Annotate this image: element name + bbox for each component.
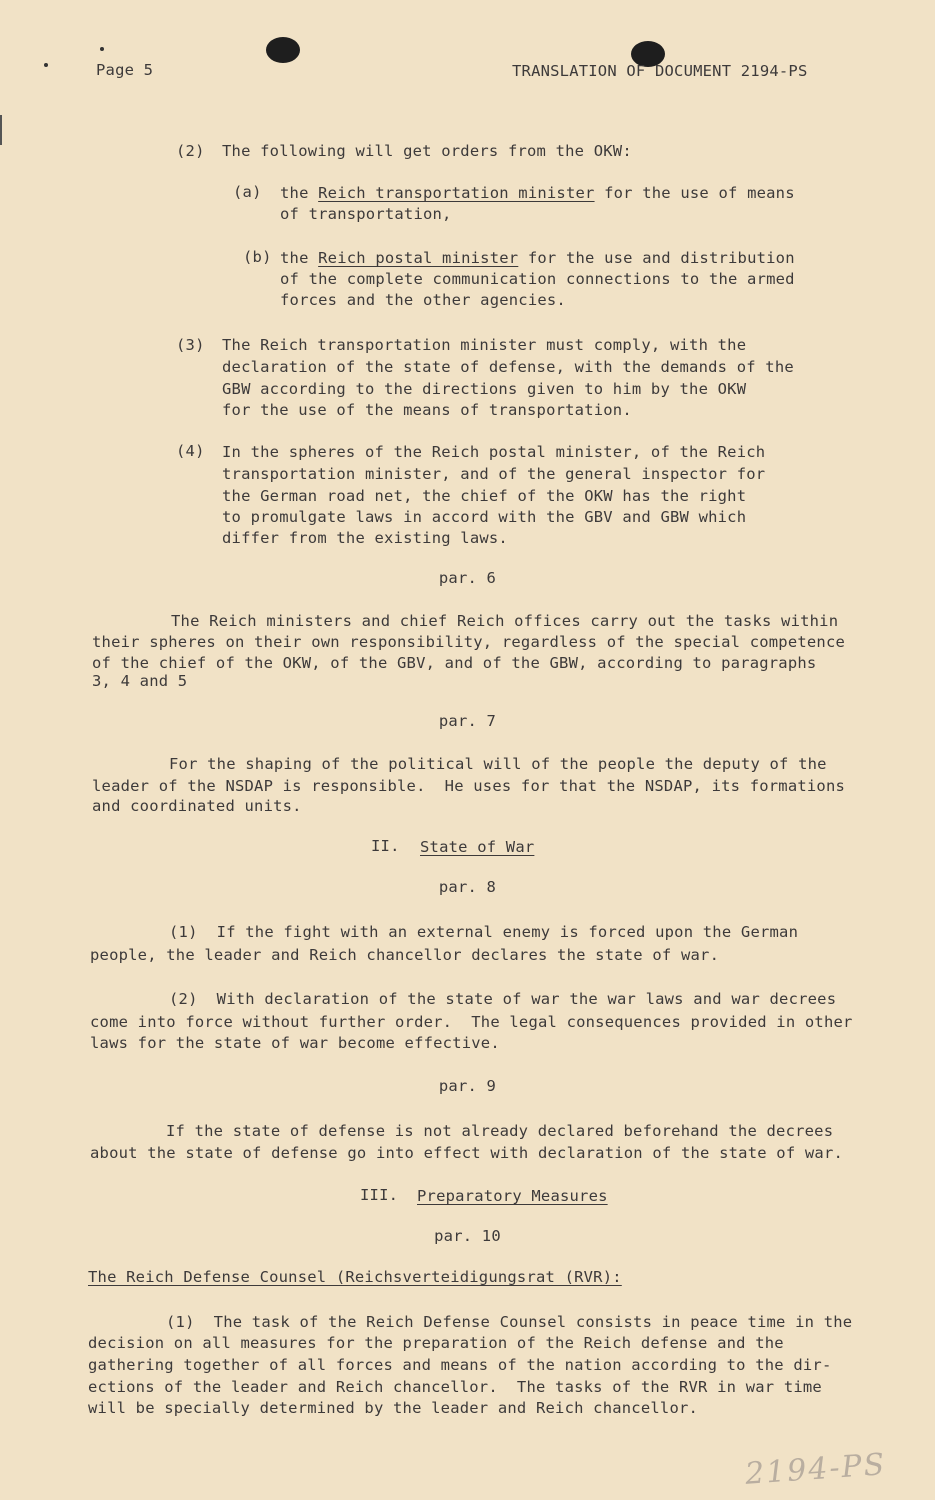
- paragraph-heading: par. 9: [438, 1077, 497, 1095]
- paragraph-number: (2): [176, 142, 205, 160]
- paragraph-line: decision on all measures for the preparation of the Reich defense and the: [88, 1334, 784, 1352]
- paragraph-line: The Reich transportation minister must comply, with the: [222, 336, 747, 354]
- punch-hole: [266, 37, 300, 63]
- section-title: State of War: [420, 838, 535, 856]
- paragraph-heading: par. 10: [434, 1227, 501, 1245]
- paragraph-line: of the chief of the OKW, of the GBV, and of the GBW, according to paragraphs: [92, 654, 817, 672]
- paragraph-line: transportation minister, and of the general inspector for: [222, 465, 766, 483]
- document-title: TRANSLATION OF DOCUMENT 2194-PS: [512, 62, 808, 80]
- paragraph-line: come into force without further order. The legal consequences provided in other: [90, 1013, 853, 1031]
- ink-dot: [100, 47, 104, 51]
- paragraph-line: gathering together of all forces and means of the nation according to the dir-: [88, 1356, 832, 1374]
- paragraph-heading: par. 7: [438, 712, 497, 730]
- paragraph-line: (1) The task of the Reich Defense Counsel consists in peace time in the: [166, 1313, 853, 1331]
- item-marker: (a): [233, 183, 262, 201]
- paragraph-line: ections of the leader and Reich chancellor. The tasks of the RVR in war time: [88, 1378, 822, 1396]
- paragraph-line: people, the leader and Reich chancellor declares the state of war.: [90, 946, 720, 964]
- item-text-line: forces and the other agencies.: [280, 291, 566, 309]
- section-number: III.: [360, 1186, 399, 1204]
- paragraph-heading: par. 6: [438, 569, 497, 587]
- item-text: the Reich postal minister for the use and distribution: [280, 249, 795, 267]
- paragraph-line: differ from the existing laws.: [222, 529, 508, 547]
- paragraph-line: For the shaping of the political will of the people the deputy of the: [169, 755, 827, 773]
- paragraph-line: leader of the NSDAP is responsible. He uses for that the NSDAP, its formations: [92, 777, 846, 795]
- paragraph-number: (4): [176, 442, 205, 460]
- paragraph-number: (3): [176, 336, 205, 354]
- section-number: II.: [371, 837, 400, 855]
- paragraph-line: The Reich ministers and chief Reich offices carry out the tasks within: [171, 612, 839, 630]
- paragraph-line: If the state of defense is not already declared beforehand the decrees: [166, 1122, 834, 1140]
- paragraph-text: The following will get orders from the OKW:: [222, 142, 632, 160]
- paragraph-line: 3, 4 and 5: [92, 672, 188, 690]
- paragraph-line: for the use of the means of transportation.: [222, 401, 632, 419]
- subheading: The Reich Defense Counsel (Reichsverteidigungsrat (RVR):: [88, 1268, 622, 1286]
- paragraph-line: In the spheres of the Reich postal minister, of the Reich: [222, 443, 766, 461]
- paragraph-heading: par. 8: [438, 878, 497, 896]
- section-title: Preparatory Measures: [417, 1187, 608, 1205]
- paragraph-line: GBW according to the directions given to him by the OKW: [222, 380, 747, 398]
- paragraph-line: their spheres on their own responsibility, regardless of the special competence: [92, 633, 846, 651]
- page-label: Page 5: [96, 61, 154, 79]
- page-edge-mark: [0, 115, 2, 145]
- paragraph-line: to promulgate laws in accord with the GBV and GBW which: [222, 508, 747, 526]
- paragraph-line: (1) If the fight with an external enemy is forced upon the German: [169, 923, 799, 941]
- paragraph-line: will be specially determined by the leader and Reich chancellor.: [88, 1399, 699, 1417]
- item-marker: (b): [243, 248, 272, 266]
- paragraph-line: (2) With declaration of the state of war the war laws and war decrees: [169, 990, 837, 1008]
- handwritten-document-mark: 2194-PS: [743, 1447, 888, 1492]
- paragraph-line: declaration of the state of defense, with the demands of the: [222, 358, 794, 376]
- item-text-line: of transportation,: [280, 205, 452, 223]
- paragraph-line: and coordinated units.: [92, 797, 302, 815]
- paragraph-line: about the state of defense go into effect with declaration of the state of war.: [90, 1144, 844, 1162]
- item-text-line: of the complete communication connections to the armed: [280, 270, 795, 288]
- paragraph-line: laws for the state of war become effective.: [90, 1034, 500, 1052]
- item-text: the Reich transportation minister for the use of means: [280, 184, 795, 202]
- paragraph-line: the German road net, the chief of the OKW has the right: [222, 487, 747, 505]
- ink-dot: [44, 63, 48, 67]
